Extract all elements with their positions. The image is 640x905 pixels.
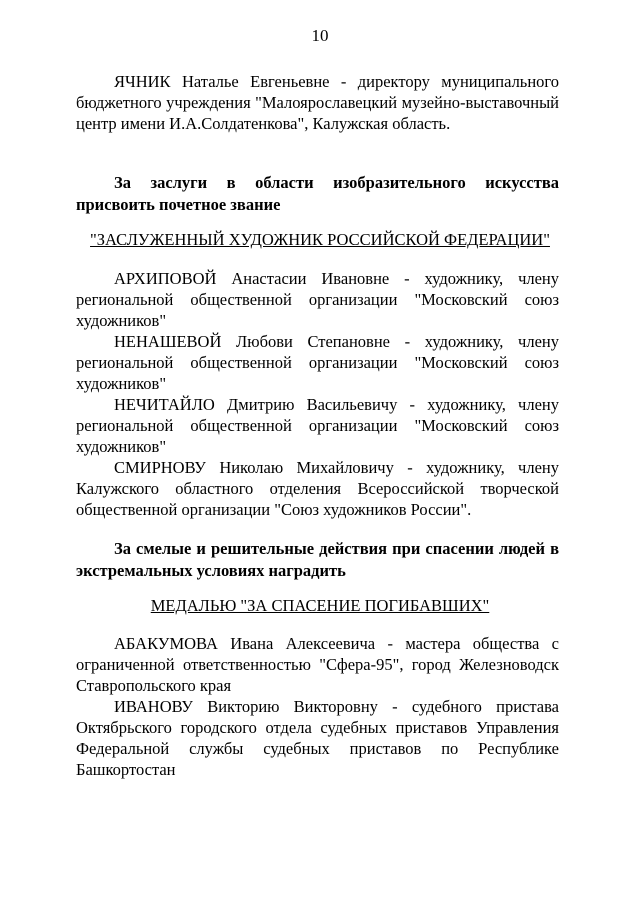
recipient-description: Дмитрию Васильевичу - художнику, члену региональной общественной организации "Московский союз художников" [76,395,559,456]
recipient-description: Ивана Алексеевича - мастера общества с ограниченной ответственностью "Сфера-95", город Железноводск Ставропольского края [76,634,559,695]
recipient-description: Викторию Викторовну - судебного пристава Октябрьского городского отдела судебных приставов Управления Федеральной службы судебных приставов по Республике Башкортостан [76,697,559,779]
award-entry [76,633,559,696]
award-title: МЕДАЛЬЮ "ЗА СПАСЕНИЕ ПОГИБАВШИХ" [150,596,490,615]
recipient-name: СМИРНОВУ [114,458,206,477]
decree-heading: За смелые и решительные действия при спасении людей в экстремальных условиях наградить [76,539,559,580]
recipient-name: АБАКУМОВА [114,634,218,653]
recipient-name: НЕЧИТАЙЛО [114,395,215,414]
page-number: 10 [311,26,329,45]
recipient-name: НЕНАШЕВОЙ [114,332,222,351]
decree-heading: За заслуги в области изобразительного искусства присвоить почетное звание [76,173,559,214]
section-heading [76,538,559,582]
award-entry [76,268,559,331]
award-entry [76,394,559,457]
section-heading [76,172,559,216]
recipient-description: Любови Степановне - художнику, члену региональной общественной организации "Московский союз художников" [76,332,559,393]
award-entry [76,331,559,394]
recipient-name: ИВАНОВУ [114,697,193,716]
award-entry [76,71,559,134]
recipient-name: АРХИПОВОЙ [114,269,217,288]
recipient-description: Николаю Михайловичу - художнику, члену Калужского областного отделения Всероссийской творческой общественной организации "Союз художников России". [76,458,559,519]
award-entry [76,696,559,780]
award-entry-list [76,268,559,520]
award-entry [76,457,559,520]
recipient-description: Анастасии Ивановне - художнику, члену региональной общественной организации "Московский союз художников" [76,269,560,330]
award-title: "ЗАСЛУЖЕННЫЙ ХУДОЖНИК РОССИЙСКОЙ ФЕДЕРАЦИИ" [90,230,550,249]
recipient-description: Наталье Евгеньевне - директору муниципального бюджетного учреждения "Малоярославецкий музейно-выставочный центр имени И.А.Солдатенкова", Калужская область. [76,72,560,133]
award-entry-list [76,71,559,134]
recipient-name: ЯЧНИК [114,72,171,91]
award-entry-list [76,633,559,780]
